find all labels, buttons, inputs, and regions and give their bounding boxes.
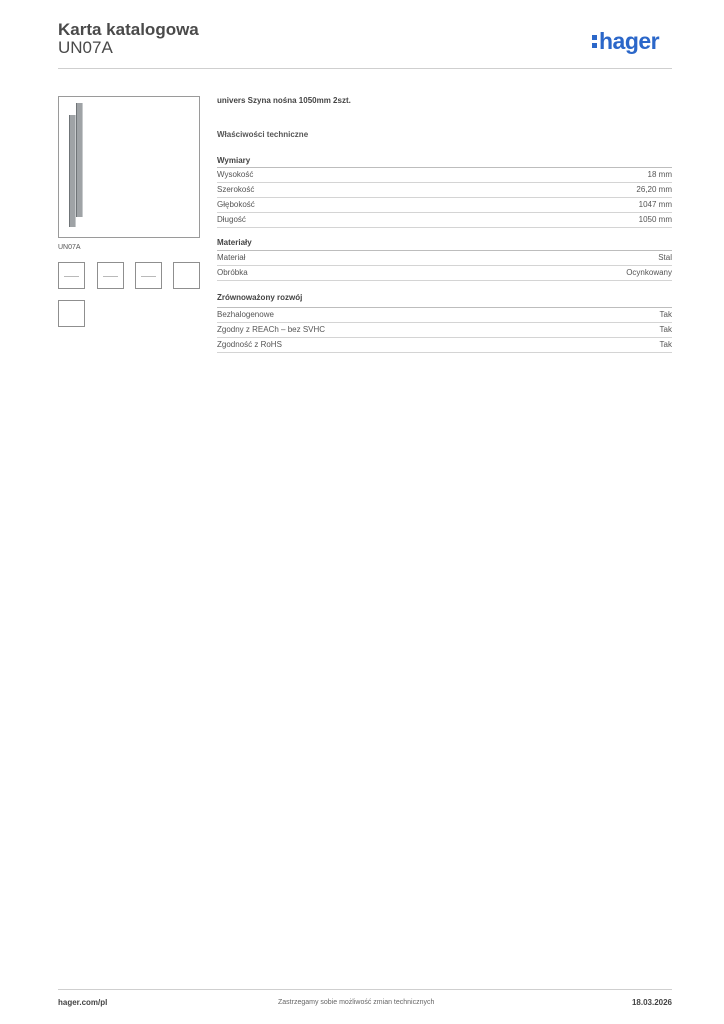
group-title-sustainability: Zrównoważony rozwój — [217, 293, 303, 302]
page-title: Karta katalogowa — [58, 20, 199, 39]
thumbnail-1[interactable] — [58, 262, 85, 289]
spec-value: Tak — [659, 325, 672, 334]
footer-divider — [58, 989, 672, 990]
footer-website-link[interactable]: hager.com/pl — [58, 998, 108, 1007]
spec-value: Stal — [658, 253, 672, 262]
spec-row — [217, 213, 672, 228]
spec-label: Bezhalogenowe — [217, 310, 274, 319]
logo-dots-icon — [592, 33, 597, 50]
thumbnail-4[interactable] — [173, 262, 200, 289]
spec-row — [217, 266, 672, 281]
spec-label: Materiał — [217, 253, 246, 262]
spec-value: 26,20 mm — [636, 185, 672, 194]
spec-value: 18 mm — [647, 170, 672, 179]
hager-logo — [592, 28, 659, 55]
spec-row — [217, 308, 672, 323]
thumbnail-line — [103, 276, 118, 277]
spec-label: Zgodny z REACh – bez SVHC — [217, 325, 326, 334]
thumbnail-3[interactable] — [135, 262, 162, 289]
thumbnail-2[interactable] — [97, 262, 124, 289]
spec-label: Wysokość — [217, 170, 254, 179]
spec-label: Zgodność z RoHS — [217, 340, 282, 349]
rail-image-part — [69, 115, 76, 227]
image-caption: UN07A — [58, 244, 81, 251]
spec-value: 1047 mm — [638, 200, 672, 209]
logo-text: hager — [599, 28, 660, 54]
spec-value: Tak — [659, 340, 672, 349]
product-name: univers Szyna nośna 1050mm 2szt. — [217, 96, 351, 105]
spec-value: Tak — [659, 310, 672, 319]
thumbnail-line — [141, 276, 156, 277]
spec-label: Szerokość — [217, 185, 255, 194]
spec-label: Głębokość — [217, 200, 255, 209]
spec-row — [217, 183, 672, 198]
rail-image-part — [76, 103, 83, 217]
spec-value: 1050 mm — [638, 215, 672, 224]
product-code: UN07A — [58, 38, 113, 57]
spec-row — [217, 251, 672, 266]
spec-row — [217, 168, 672, 183]
product-image[interactable] — [58, 96, 200, 238]
spec-row — [217, 323, 672, 338]
spec-row — [217, 198, 672, 213]
group-title-materials: Materiały — [217, 238, 252, 247]
group-title-dimensions: Wymiary — [217, 156, 251, 165]
footer-notice: Zastrzegamy sobie możliwość zmian technicznych — [278, 999, 435, 1006]
specs-heading: Właściwości techniczne — [217, 130, 309, 139]
header-divider — [58, 68, 672, 69]
spec-row — [217, 338, 672, 353]
spec-value: Ocynkowany — [626, 268, 672, 277]
thumbnail-line — [64, 276, 79, 277]
thumbnail-5[interactable] — [58, 300, 85, 327]
spec-label: Obróbka — [217, 268, 248, 277]
footer-date: 18.03.2026 — [631, 998, 672, 1007]
spec-label: Długość — [217, 215, 246, 224]
